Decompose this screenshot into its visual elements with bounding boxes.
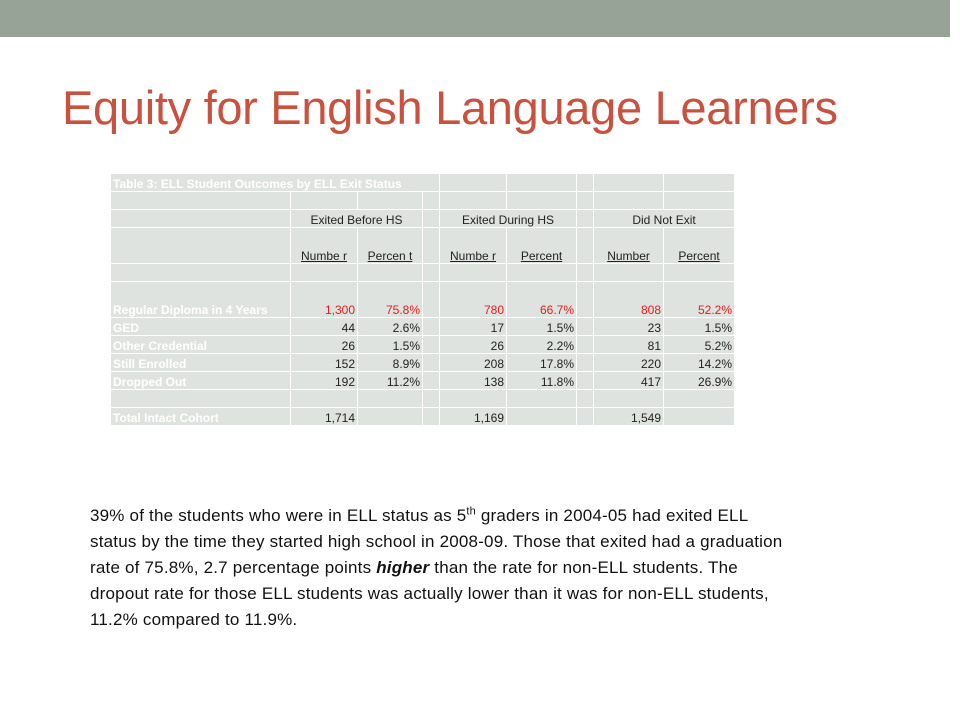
subheader-not-percent: Percent [664, 228, 735, 264]
spacer-row [111, 264, 735, 282]
row-label: GED [111, 318, 291, 336]
ell-outcomes-table [110, 173, 735, 426]
cell-during-percent: 17.8% [507, 354, 577, 372]
ordinal-suffix: th [466, 505, 476, 518]
spacer-row [111, 390, 735, 408]
cell-during-percent: 2.2% [507, 336, 577, 354]
cell-before-number: 1,300 [291, 282, 358, 318]
top-accent-bar [0, 0, 960, 37]
cell-before-percent: 1.5% [358, 336, 423, 354]
header-cell [111, 390, 291, 408]
header-cell [594, 174, 664, 192]
header-cell [664, 174, 735, 192]
emphasis-higher: higher [376, 558, 430, 577]
table-row [111, 282, 735, 318]
header-cell [111, 264, 291, 282]
spacer-row [111, 192, 735, 210]
header-cell [507, 174, 577, 192]
row-label: Other Credential [111, 336, 291, 354]
cell-before-number: 152 [291, 354, 358, 372]
row-label: Still Enrolled [111, 354, 291, 372]
total-during-number: 1,169 [440, 408, 507, 426]
summary-part-1: 39% of the students who were in ELL status as 5 [90, 506, 467, 525]
cell-during-number: 208 [440, 354, 507, 372]
cell-not-number: 220 [594, 354, 664, 372]
top-bar-notch [950, 0, 960, 37]
cell-before-percent: 2.6% [358, 318, 423, 336]
table-row [111, 318, 735, 336]
cell-before-percent: 8.9% [358, 354, 423, 372]
group-exited-before-hs: Exited Before HS [291, 210, 423, 228]
cell-during-number: 17 [440, 318, 507, 336]
cell-during-percent: 1.5% [507, 318, 577, 336]
cell-not-percent: 14.2% [664, 354, 735, 372]
row-label: Dropped Out [111, 372, 291, 390]
subheader-before-number: Numbe r [291, 228, 358, 264]
cell-before-percent: 11.2% [358, 372, 423, 390]
cell-during-percent: 66.7% [507, 282, 577, 318]
cell-before-number: 44 [291, 318, 358, 336]
group-exited-during-hs: Exited During HS [440, 210, 577, 228]
header-cell [111, 228, 291, 264]
cell-before-percent: 75.8% [358, 282, 423, 318]
cell-before-number: 26 [291, 336, 358, 354]
total-before-number: 1,714 [291, 408, 358, 426]
subheader-before-percent: Percen t [358, 228, 423, 264]
table-row [111, 336, 735, 354]
header-cell [111, 210, 291, 228]
table-caption: Table 3: ELL Student Outcomes by ELL Exit Status [111, 174, 440, 192]
group-did-not-exit: Did Not Exit [594, 210, 735, 228]
table-row [111, 372, 735, 390]
subheader-during-percent: Percent [507, 228, 577, 264]
cell-not-number: 417 [594, 372, 664, 390]
cell-not-percent: 5.2% [664, 336, 735, 354]
summary-paragraph [90, 503, 790, 633]
summary-part-2: graders in 2004-05 had exited ELL status by the time they started high school in 2008-09. Those that exited had a graduation rate of 75.8%, 2.7 percentage points [90, 506, 783, 577]
cell-during-number: 780 [440, 282, 507, 318]
total-label: Total Intact Cohort [111, 408, 291, 426]
subheader-during-number: Numbe r [440, 228, 507, 264]
cell-not-number: 81 [594, 336, 664, 354]
header-cell [577, 174, 594, 192]
summary-part-3: than the rate for non-ELL students. The dropout rate for those ELL students was actually lower than it was for non-ELL students, 11.2% compared to 11.9%. [90, 558, 769, 629]
subheader-not-number: Number [594, 228, 664, 264]
row-label: Regular Diploma in 4 Years [111, 282, 291, 318]
cell-during-percent: 11.8% [507, 372, 577, 390]
cell-during-number: 138 [440, 372, 507, 390]
group-header-row [111, 210, 735, 228]
cell-before-number: 192 [291, 372, 358, 390]
table-caption-row [111, 174, 735, 192]
cell-not-percent: 52.2% [664, 282, 735, 318]
cell-not-number: 23 [594, 318, 664, 336]
table-row [111, 354, 735, 372]
cell-not-percent: 1.5% [664, 318, 735, 336]
slide-title: Equity for English Language Learners [62, 81, 838, 134]
total-row [111, 408, 735, 426]
header-cell [111, 192, 291, 210]
total-not-number: 1,549 [594, 408, 664, 426]
cell-not-percent: 26.9% [664, 372, 735, 390]
header-cell [440, 174, 507, 192]
cell-during-number: 26 [440, 336, 507, 354]
cell-not-number: 808 [594, 282, 664, 318]
subheader-row [111, 228, 735, 264]
